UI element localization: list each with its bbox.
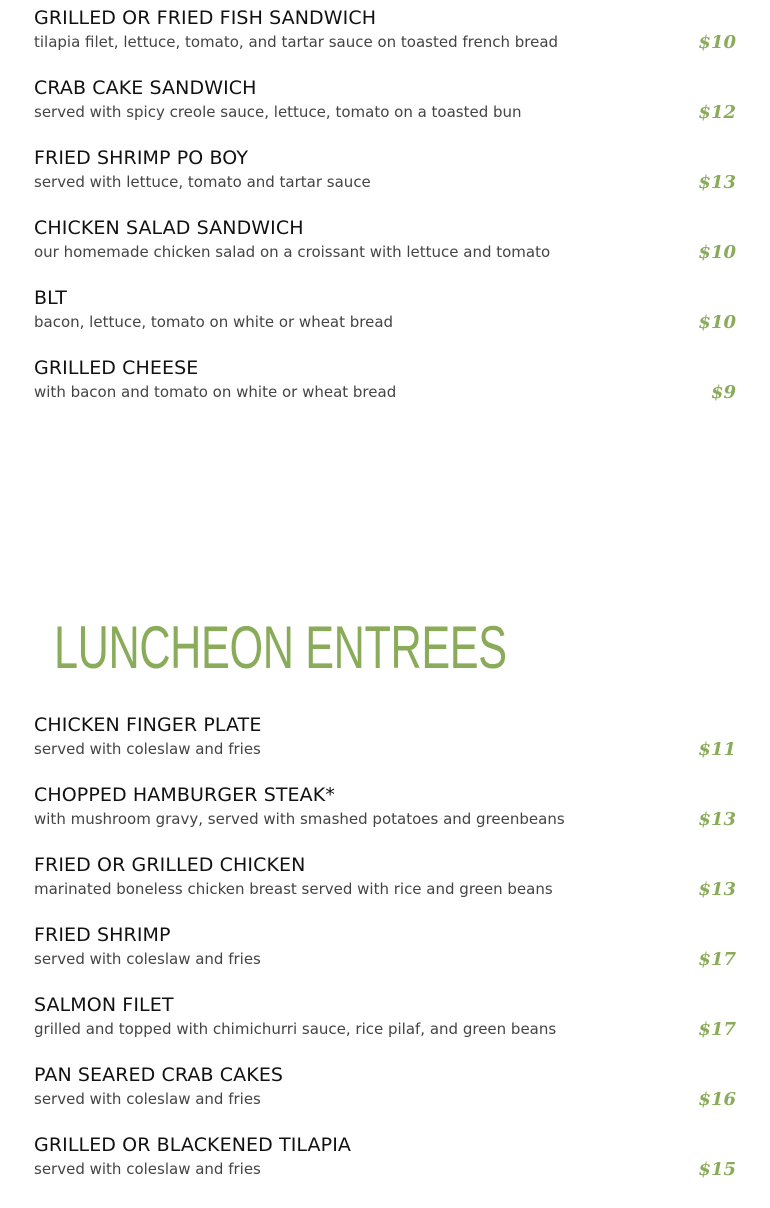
menu-item xyxy=(34,855,736,925)
menu-item xyxy=(34,358,736,428)
menu-item-name: BLT xyxy=(34,287,67,309)
menu-item-price: $17 xyxy=(698,949,736,970)
menu-item-description: marinated boneless chicken breast served with rice and green beans xyxy=(34,880,553,898)
sandwich-list xyxy=(34,0,736,428)
menu-item-price: $13 xyxy=(698,172,736,193)
menu-item xyxy=(34,1135,736,1205)
menu-item-description: tilapia filet, lettuce, tomato, and tartar sauce on toasted french bread xyxy=(34,33,559,51)
menu-item-name: CHOPPED HAMBURGER STEAK* xyxy=(34,784,335,806)
menu-item xyxy=(34,288,736,358)
entree-list xyxy=(34,715,736,1205)
menu-item-description: with mushroom gravy, served with smashed potatoes and greenbeans xyxy=(34,810,565,828)
menu-item-name: CRAB CAKE SANDWICH xyxy=(34,77,257,99)
menu-item-name: GRILLED OR FRIED FISH SANDWICH xyxy=(34,7,377,29)
menu-item xyxy=(34,925,736,995)
menu-item xyxy=(34,995,736,1065)
menu-item-price: $13 xyxy=(698,879,736,900)
menu-item-name: SALMON FILET xyxy=(34,994,174,1016)
menu-item-name: CHICKEN FINGER PLATE xyxy=(34,714,262,736)
menu-item-description: bacon, lettuce, tomato on white or wheat bread xyxy=(34,313,394,331)
menu-item-price: $10 xyxy=(698,242,736,263)
menu-item-name: FRIED SHRIMP xyxy=(34,924,171,946)
menu-item-description: served with coleslaw and fries xyxy=(34,1160,261,1178)
menu-item-price: $16 xyxy=(698,1089,736,1110)
menu-item xyxy=(34,715,736,785)
menu-item-description: served with spicy creole sauce, lettuce, tomato on a toasted bun xyxy=(34,103,522,121)
menu-item-description: our homemade chicken salad on a croissant with lettuce and tomato xyxy=(34,243,551,261)
menu-item-description: served with coleslaw and fries xyxy=(34,1090,261,1108)
menu-item-description: grilled and topped with chimichurri sauce, rice pilaf, and green beans xyxy=(34,1020,557,1038)
menu-item-price: $13 xyxy=(698,809,736,830)
menu-item-price: $12 xyxy=(698,102,736,123)
menu-item xyxy=(34,1065,736,1135)
menu-item xyxy=(34,785,736,855)
menu-item-name: PAN SEARED CRAB CAKES xyxy=(34,1064,284,1086)
menu-item-name: GRILLED CHEESE xyxy=(34,357,199,379)
menu-item-description: with bacon and tomato on white or wheat bread xyxy=(34,383,397,401)
menu-item-description: served with coleslaw and fries xyxy=(34,740,261,758)
menu-item-price: $10 xyxy=(698,312,736,333)
menu-item-price: $15 xyxy=(698,1159,736,1180)
menu-item xyxy=(34,8,736,78)
menu-item-name: GRILLED OR BLACKENED TILAPIA xyxy=(34,1134,351,1156)
menu-item xyxy=(34,78,736,148)
section-title: LUNCHEON ENTREES xyxy=(54,614,507,681)
menu-item-name: FRIED SHRIMP PO BOY xyxy=(34,147,249,169)
menu-item-description: served with coleslaw and fries xyxy=(34,950,261,968)
menu-item-price: $17 xyxy=(698,1019,736,1040)
menu-item-name: CHICKEN SALAD SANDWICH xyxy=(34,217,304,239)
menu-item-name: FRIED OR GRILLED CHICKEN xyxy=(34,854,306,876)
menu-item-price: $11 xyxy=(698,739,736,760)
menu-item-description: served with lettuce, tomato and tartar sauce xyxy=(34,173,371,191)
menu-item xyxy=(34,148,736,218)
menu-item-price: $10 xyxy=(698,32,736,53)
menu-item xyxy=(34,218,736,288)
menu-item-price: $9 xyxy=(710,382,736,403)
